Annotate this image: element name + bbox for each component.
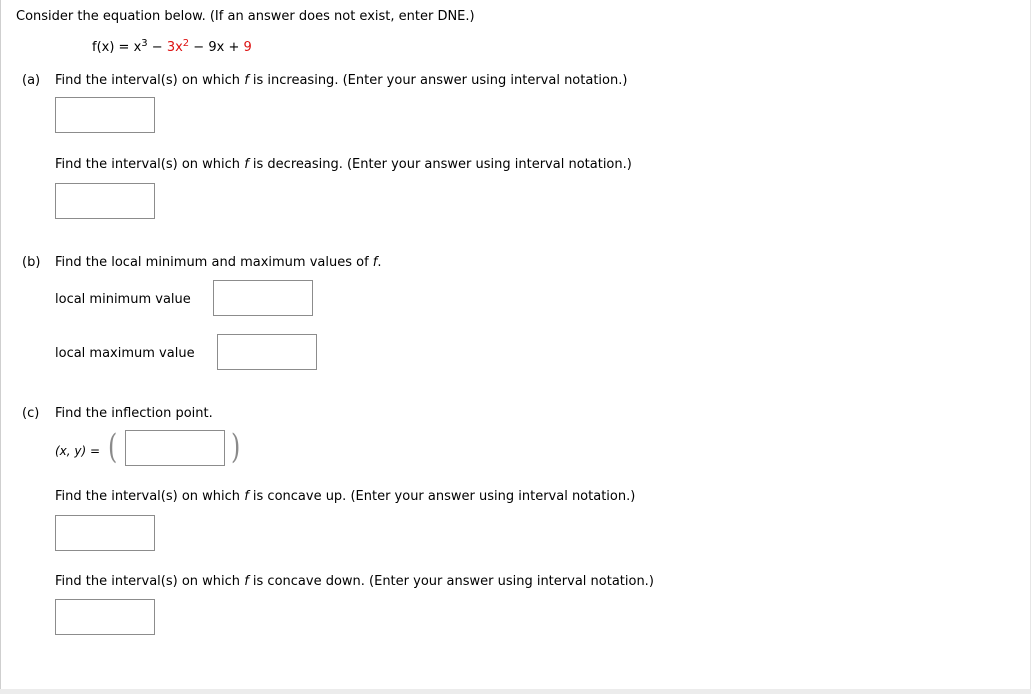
local-minimum-input[interactable] xyxy=(213,280,313,316)
prompt-text: Find the interval(s) on which xyxy=(55,574,245,589)
inflection-point-prompt: Find the inflection point. xyxy=(55,406,213,421)
part-a-decreasing-prompt xyxy=(55,157,632,172)
prompt-text: is concave up. (Enter your answer using interval notation.) xyxy=(248,489,636,504)
equation-operator-1: − xyxy=(147,40,167,55)
increasing-interval-input[interactable] xyxy=(55,97,155,133)
equation-term-3: 9x xyxy=(208,40,225,55)
prompt-text: Find the interval(s) on which xyxy=(55,73,245,88)
equation-lhs: f(x) = xyxy=(92,40,134,55)
prompt-function-symbol: f xyxy=(244,489,249,504)
part-a-label: (a) xyxy=(22,73,41,88)
prompt-function-symbol: f xyxy=(372,255,378,270)
prompt-function-symbol: f xyxy=(244,574,249,589)
local-maximum-input[interactable] xyxy=(217,334,317,370)
part-a-increasing-prompt xyxy=(55,73,627,88)
decreasing-interval-input[interactable] xyxy=(55,183,155,219)
part-c-label: (c) xyxy=(22,406,40,421)
bottom-divider xyxy=(0,689,1031,694)
concave-up-interval-input[interactable] xyxy=(55,515,155,551)
close-parenthesis: ) xyxy=(230,427,241,467)
equation-exponent-1: 3 xyxy=(141,38,148,49)
part-b-prompt xyxy=(55,255,382,270)
equation-term-1: x xyxy=(133,40,142,55)
prompt-function-symbol: f xyxy=(244,73,249,88)
concave-down-interval-input[interactable] xyxy=(55,599,155,635)
concave-down-prompt xyxy=(55,574,654,589)
inflection-point-input[interactable] xyxy=(125,430,225,466)
prompt-function-symbol: f xyxy=(244,157,249,172)
equation-term-4: 9 xyxy=(243,40,252,55)
prompt-text: Find the interval(s) on which xyxy=(55,157,245,172)
prompt-text: . xyxy=(377,255,382,270)
function-equation xyxy=(92,40,252,55)
equation-term-2: 3x xyxy=(166,40,183,55)
prompt-text: is decreasing. (Enter your answer using interval notation.) xyxy=(248,157,632,172)
prompt-text: is increasing. (Enter your answer using interval notation.) xyxy=(248,73,628,88)
question-intro: Consider the equation below. (If an answer does not exist, enter DNE.) xyxy=(16,9,475,24)
local-minimum-label: local minimum value xyxy=(55,292,191,307)
open-parenthesis: ( xyxy=(107,427,118,467)
equation-operator-2: − xyxy=(189,40,209,55)
equation-operator-3: + xyxy=(224,40,244,55)
prompt-text: Find the interval(s) on which xyxy=(55,489,245,504)
inflection-point-label: (x, y) = xyxy=(55,444,101,458)
equation-exponent-2: 2 xyxy=(182,38,190,49)
local-maximum-label: local maximum value xyxy=(55,346,195,361)
prompt-text: Find the local minimum and maximum values of xyxy=(55,255,373,270)
prompt-text: is concave down. (Enter your answer using interval notation.) xyxy=(248,574,654,589)
part-b-label: (b) xyxy=(22,255,41,270)
concave-up-prompt xyxy=(55,489,635,504)
